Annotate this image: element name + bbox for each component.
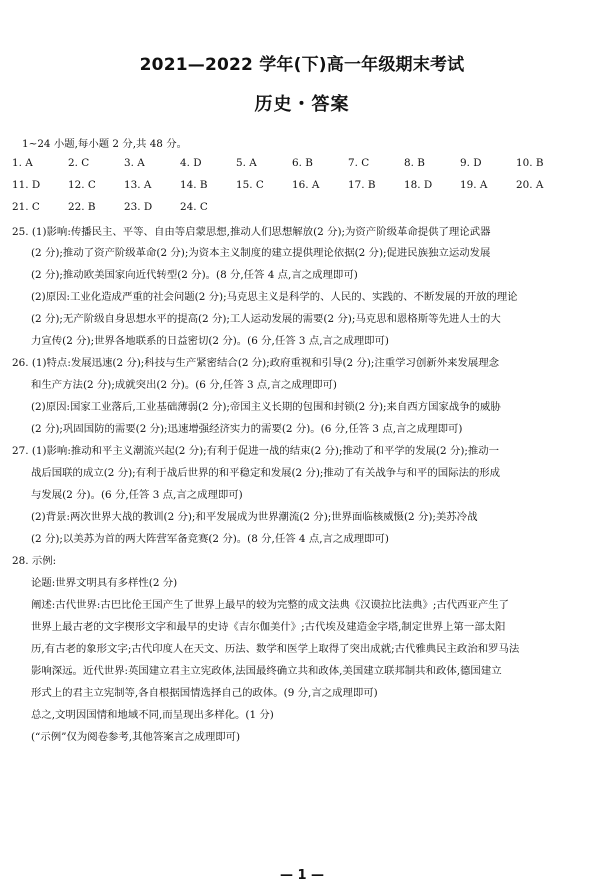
answer-item: 22. B xyxy=(68,201,96,213)
q26-line-4: (2 分);巩固国防的需要(2 分);迅速增强经济实力的需要(2 分)。(6 分,任答 3 点,言之成理即可) xyxy=(31,423,463,435)
q26-line-2: 和生产方法(2 分);成就突出(2 分)。(6 分,任答 3 点,言之成理即可) xyxy=(31,379,337,391)
q28-line-1: 阐述:古代世界:古巴比伦王国产生了世界上最早的较为完整的成文法典《汉谟拉比法典》;古代西亚产生了 xyxy=(31,599,510,611)
q28-note: (“示例”仅为阅卷参考,其他答案言之成理即可) xyxy=(31,731,241,743)
q28-line-5: 形式上的君主立宪制等,各自根据国情选择自己的政体。(9 分,言之成理即可) xyxy=(31,687,378,699)
answer-item: 14. B xyxy=(180,179,208,191)
q28-thesis: 论题:世界文明具有多样性(2 分) xyxy=(31,577,178,589)
answer-item: 1. A xyxy=(12,157,33,169)
answer-item: 9. D xyxy=(460,157,482,169)
q26-line-3: (2)原因:国家工业落后,工业基础薄弱(2 分);帝国主义长期的包围和封锁(2 分);来自西方国家战争的威胁 xyxy=(31,401,501,413)
answer-item: 5. A xyxy=(236,157,257,169)
q27-line-2: 战后国联的成立(2 分);有利于战后世界的和平稳定和发展(2 分);推动了有关战争与和平的国际法的形成 xyxy=(31,467,501,479)
q28-heading: 28. 示例: xyxy=(12,555,57,567)
exam-title: 2021—2022 学年(下)高一年级期末考试 xyxy=(139,55,465,75)
answer-item: 4. D xyxy=(180,157,202,169)
q28-line-4: 影响深远。近代世界:英国建立君主立宪政体,法国最终确立共和政体,美国建立联邦制共和政体,德国建立 xyxy=(31,665,502,677)
answer-item: 20. A xyxy=(516,179,544,191)
q27-line-5: (2 分);以美苏为首的两大阵营军备竞赛(2 分)。(8 分,任答 4 点,言之成理即可) xyxy=(31,533,389,545)
answer-item: 23. D xyxy=(124,201,153,213)
q28-conclusion: 总之,文明因国情和地域不同,而呈现出多样化。(1 分) xyxy=(31,709,274,721)
answer-item: 12. C xyxy=(68,179,96,191)
exam-subtitle: 历史・答案 xyxy=(254,94,350,115)
answer-item: 11. D xyxy=(12,179,41,191)
answer-item: 18. D xyxy=(404,179,433,191)
q27-line-4: (2)背景:两次世界大战的教训(2 分);和平发展成为世界潮流(2 分);世界面临核威慑(2 分);美苏冷战 xyxy=(31,511,478,523)
answer-item: 17. B xyxy=(348,179,376,191)
answer-item: 7. C xyxy=(348,157,370,169)
q28-line-2: 世界上最古老的文字楔形文字和最早的史诗《吉尔伽美什》;古代埃及建造金字塔,制定世界上第一部太阳 xyxy=(31,621,506,633)
q25-line-4: (2)原因:工业化造成严重的社会问题(2 分);马克思主义是科学的、人民的、实践的、不断发展的开放的理论 xyxy=(31,291,518,303)
answer-item: 6. B xyxy=(292,157,313,169)
answer-item: 13. A xyxy=(124,179,152,191)
q25-line-6: 力宣传(2 分);世界各地联系的日益密切(2 分)。(6 分,任答 3 点,言之成理即可) xyxy=(31,335,389,347)
answer-item: 10. B xyxy=(516,157,544,169)
answer-item: 3. A xyxy=(124,157,145,169)
answer-item: 24. C xyxy=(180,201,208,213)
q27-line-1: 27. (1)影响:推动和平主义潮流兴起(2 分);有利于促进一战的结束(2 分);推动了和平学的发展(2 分);推动一 xyxy=(12,445,500,457)
page-number: — 1 — xyxy=(279,868,325,883)
q28-line-3: 历,有古老的象形文字;古代印度人在天文、历法、数学和医学上取得了突出成就;古代雅典民主政治和罗马法 xyxy=(31,643,520,655)
answer-item: 16. A xyxy=(292,179,320,191)
answer-item: 2. C xyxy=(68,157,90,169)
intro-text: 1~24 小题,每小题 2 分,共 48 分。 xyxy=(22,138,188,150)
q27-line-3: 与发展(2 分)。(6 分,任答 3 点,言之成理即可) xyxy=(31,489,243,501)
answer-item: 15. C xyxy=(236,179,264,191)
q25-line-5: (2 分);无产阶级自身思想水平的提高(2 分);工人运动发展的需要(2 分);马克思和恩格斯等先进人士的大 xyxy=(31,313,501,325)
answer-item: 8. B xyxy=(404,157,425,169)
q26-line-1: 26. (1)特点:发展迅速(2 分);科技与生产紧密结合(2 分);政府重视和引导(2 分);注重学习创新外来发展理念 xyxy=(12,357,500,369)
q25-line-1: 25. (1)影响:传播民主、平等、自由等启蒙思想,推动人们思想解放(2 分);为资产阶级革命提供了理论武器 xyxy=(12,226,491,238)
q25-line-2: (2 分);推动了资产阶级革命(2 分);为资本主义制度的建立提供理论依据(2 分);促进民族独立运动发展 xyxy=(31,247,491,259)
answer-item: 21. C xyxy=(12,201,40,213)
q25-line-3: (2 分);推动欧美国家向近代转型(2 分)。(8 分,任答 4 点,言之成理即可) xyxy=(31,269,358,281)
answer-item: 19. A xyxy=(460,179,488,191)
